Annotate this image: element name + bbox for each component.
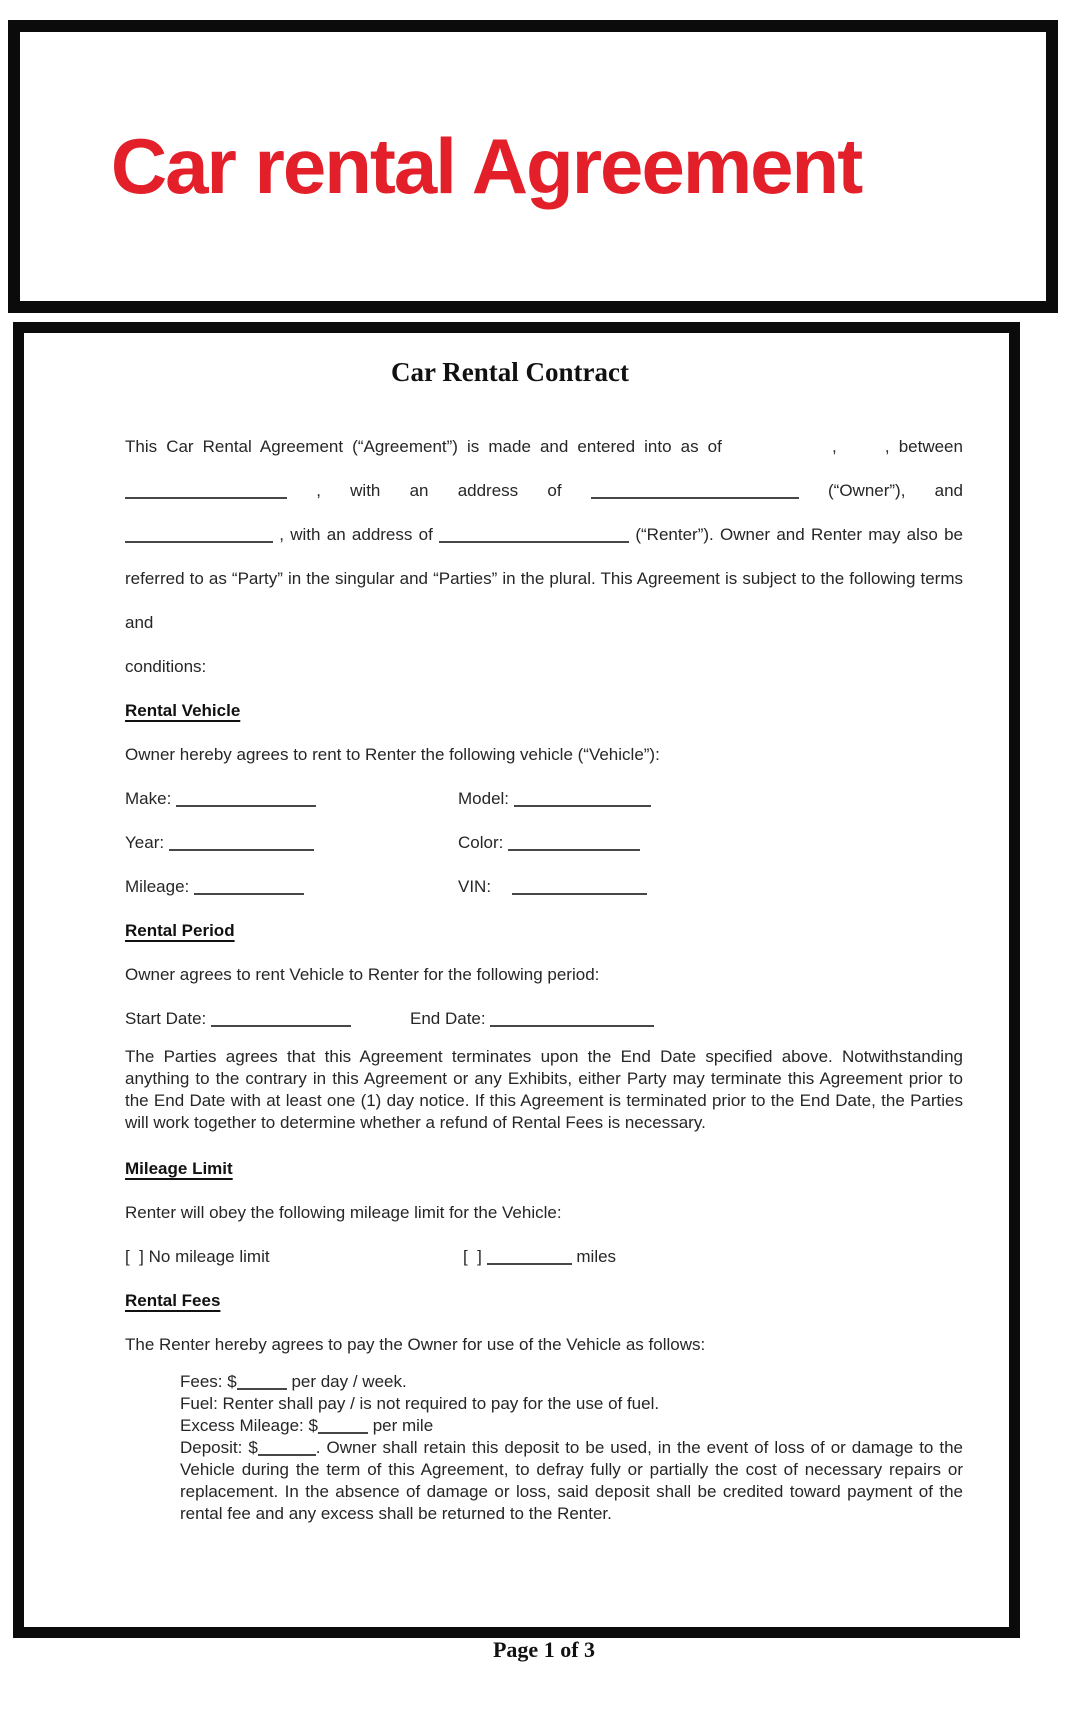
intro-line-1 [125,425,963,469]
intro-line-5: conditions: [125,657,207,676]
deposit-amount-blank [258,1444,316,1456]
contract-page [13,322,1020,1662]
vin-blank [512,883,647,895]
intro-line-1-end: between [898,437,963,456]
no-mileage-limit-option [125,1235,463,1279]
make-blank [176,795,316,807]
end-date-field [410,997,654,1041]
mileage-field [125,865,458,909]
fuel-line: Fuel: Renter shall pay / is not required to pay for the use of fuel. [180,1394,660,1413]
intro-line-4: referred to as “Party” in the singular and “Parties” in the plural. This Agreement is subject to the following terms and [125,569,963,632]
color-label: Color: [458,833,504,852]
make-label: Make: [125,789,172,808]
mileage-label: Mileage: [125,877,190,896]
year-blank [169,839,314,851]
miles-limit-option [463,1235,616,1279]
banner-title: Car rental Agreement [110,122,862,210]
mileage-limit-heading: Mileage Limit [125,1159,233,1178]
color-blank [508,839,640,851]
comma: , [884,437,890,456]
vehicle-row-year-color [125,821,963,865]
intro-line-2-text: , with an address of [316,481,562,500]
miles-label: miles [576,1247,617,1266]
checkbox-no-limit: [ ] [125,1247,144,1266]
mileage-blank [194,883,304,895]
model-field [458,777,651,821]
owner-address-blank [591,487,799,499]
deposit-paragraph [180,1437,963,1525]
rental-fees-intro: The Renter hereby agrees to pay the Owner for use of the Vehicle as follows: [125,1335,706,1354]
mileage-options-row [125,1235,963,1279]
vin-field [458,865,647,909]
vehicle-row-mileage-vin [125,865,963,909]
no-mileage-limit-label: No mileage limit [148,1247,270,1266]
end-date-blank [490,1015,654,1027]
comma: , [831,437,837,456]
termination-terms-paragraph: The Parties agrees that this Agreement terminates upon the End Date specified above. Notwithstanding anything to the contrary in this Agreement or any Exhibits, either Party may terminate this Agreement prior to the End Date with at least one (1) day notice. If this Agreement is terminated prior to the End Date, the Parties will work together to determine whether a refund of Rental Fees is necessary. [125,1047,963,1132]
intro-line-2-end: (“Owner”), and [828,481,964,500]
year-label: Year: [125,833,165,852]
end-date-label: End Date: [410,1009,486,1028]
mileage-limit-intro: Renter will obey the following mileage limit for the Vehicle: [125,1203,562,1222]
color-field [458,821,640,865]
rental-period-intro: Owner agrees to rent Vehicle to Renter for the following period: [125,965,600,984]
start-date-label: Start Date: [125,1009,207,1028]
fees-label: Fees: $ [180,1372,237,1391]
deposit-text: . Owner shall retain this deposit to be used, in the event of loss of or damage to the Vehicle during the term of this Agreement, to defray fully or partially the cost of necessary repairs or replacement. In the absence of damage or loss, said deposit shall be credited toward payment of the rental fee and any excess shall be returned to the Renter. [180,1438,963,1523]
rental-period-heading: Rental Period [125,921,235,940]
excess-mileage-label: Excess Mileage: $ [180,1416,318,1435]
miles-blank [487,1253,572,1265]
model-blank [514,795,651,807]
fees-suffix: per day / week. [291,1372,407,1391]
intro-line-2 [125,469,963,513]
section-mileage-limit [125,1147,963,1191]
deposit-label: Deposit: $ [180,1438,258,1457]
start-date-blank [211,1015,351,1027]
excess-mileage-line [180,1415,963,1437]
intro-line-3 [125,513,963,557]
intro-line-1-text: This Car Rental Agreement (“Agreement”) is made and entered into as of [125,437,722,456]
section-rental-period [125,909,963,953]
page-number: Page 1 of 3 [492,1637,596,1662]
vin-label: VIN: [458,877,492,896]
start-date-field [125,997,410,1041]
intro-line-3-end: (“Renter”). Owner and Renter may also be [635,525,963,544]
fees-amount-blank [237,1378,287,1390]
doc-title: Car Rental Contract [391,357,629,387]
owner-name-blank [125,487,287,499]
rental-vehicle-heading: Rental Vehicle [125,701,241,720]
section-rental-fees [125,1279,963,1323]
excess-amount-blank [318,1422,368,1434]
fees-list [180,1371,963,1525]
checkbox-miles: [ ] [463,1247,482,1266]
rental-fees-heading: Rental Fees [125,1291,221,1310]
year-field [125,821,458,865]
make-field [125,777,458,821]
renter-name-blank [125,531,273,543]
excess-mileage-suffix: per mile [372,1416,434,1435]
rental-vehicle-intro: Owner hereby agrees to rent to Renter the following vehicle (“Vehicle”): [125,745,660,764]
model-label: Model: [458,789,510,808]
vehicle-row-make-model [125,777,963,821]
section-rental-vehicle [125,689,963,733]
title-banner-box [8,20,1058,313]
period-dates-row [125,997,963,1041]
fees-line [180,1371,963,1393]
renter-address-blank [439,531,629,543]
intro-line-3-text: , with an address of [279,525,433,544]
